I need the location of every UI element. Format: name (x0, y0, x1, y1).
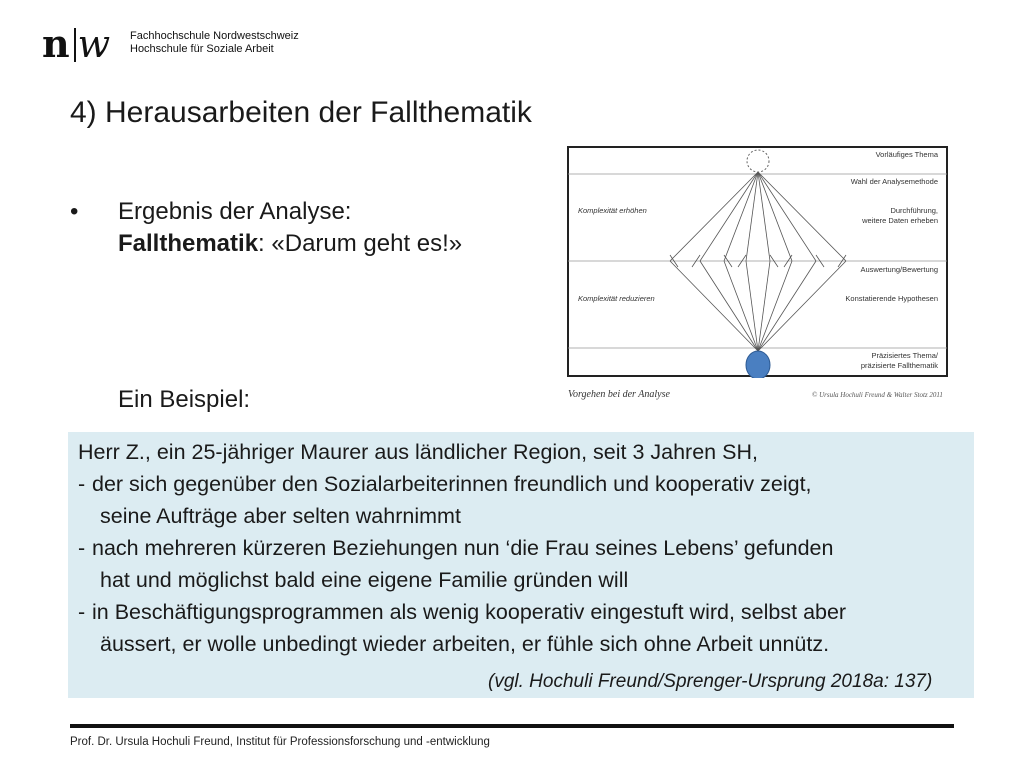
label-praezisiertes-thema: Präzisiertes Thema/ (871, 351, 938, 360)
case-item-3-line-1: in Beschäftigungsprogrammen als wenig kooperativ eingestuft wird, selbst aber (92, 600, 847, 624)
case-example-box (68, 432, 974, 698)
label-analysemethode: Wahl der Analysemethode (850, 177, 938, 186)
diagram-credit: © Ursula Hochuli Freund & Walter Stotz 2011 (812, 391, 943, 399)
slide-title: 4) Herausarbeiten der Fallthematik (70, 96, 532, 129)
logo-divider (74, 28, 76, 62)
case-item-2-line-1: nach mehreren kürzeren Beziehungen nun ‘die Frau seines Lebens’ gefunden (92, 536, 834, 560)
fhnw-logo (42, 21, 322, 68)
bullet-keyword: Fallthematik (118, 230, 259, 257)
bullet-text (118, 196, 462, 260)
initial-topic-circle (747, 150, 769, 172)
case-item-1-line-2: seine Aufträge aber selten wahrnimmt (100, 504, 461, 528)
case-item-2 (78, 532, 833, 564)
label-hypothesen: Konstatierende Hypothesen (845, 294, 938, 303)
citation: (vgl. Hochuli Freund/Sprenger-Ursprung 2018a: 137) (488, 671, 933, 692)
logo-mark (42, 21, 111, 66)
label-daten-erheben: weitere Daten erheben (862, 216, 938, 225)
label-komplexitaet-reduzieren: Komplexität reduzieren (578, 294, 655, 303)
logo-text (130, 30, 299, 56)
bullet-line-1: Ergebnis der Analyse: (118, 198, 352, 225)
dash-3: - (78, 600, 86, 624)
footer-rule (70, 724, 954, 728)
dash-2: - (78, 536, 86, 560)
logo-letter-w: w (77, 22, 111, 66)
logo-line-1: Fachhochschule Nordwestschweiz (130, 30, 299, 42)
label-komplexitaet-erhoehen: Komplexität erhöhen (578, 206, 647, 215)
case-item-3 (78, 596, 846, 628)
case-intro: Herr Z., ein 25-jähriger Maurer aus ländlicher Region, seit 3 Jahren SH, (78, 440, 758, 464)
label-praezisierte-fallthematik: präzisierte Fallthematik (860, 361, 938, 370)
bullet-line-2 (118, 228, 462, 260)
example-label: Ein Beispiel: (118, 386, 251, 413)
bullet-line-2-rest: : «Darum geht es!» (258, 230, 463, 257)
label-durchfuehrung: Durchführung, (890, 206, 938, 215)
label-auswertung: Auswertung/Bewertung (860, 265, 938, 274)
final-topic-circle (746, 351, 770, 378)
label-vorlaeufiges-thema: Vorläufiges Thema (875, 150, 938, 159)
case-item-2-line-2: hat und möglichst bald eine eigene Familie gründen will (100, 568, 629, 592)
logo-line-2: Hochschule für Soziale Arbeit (130, 43, 274, 55)
case-item-1 (78, 468, 812, 500)
diagram-caption: Vorgehen bei der Analyse (568, 389, 670, 400)
case-item-3-line-2: äussert, er wolle unbedingt wieder arbeiten, er fühle sich ohne Arbeit unnütz. (100, 632, 830, 656)
case-item-1-line-1: der sich gegenüber den Sozialarbeiterinnen freundlich und kooperativ zeigt, (92, 472, 812, 496)
footer-text: Prof. Dr. Ursula Hochuli Freund, Institut für Professionsforschung und -entwicklung (70, 736, 490, 748)
dash-1: - (78, 472, 86, 496)
bullet-icon: • (70, 198, 79, 225)
logo-letter-n: n (42, 21, 70, 66)
analysis-diagram (566, 146, 950, 378)
